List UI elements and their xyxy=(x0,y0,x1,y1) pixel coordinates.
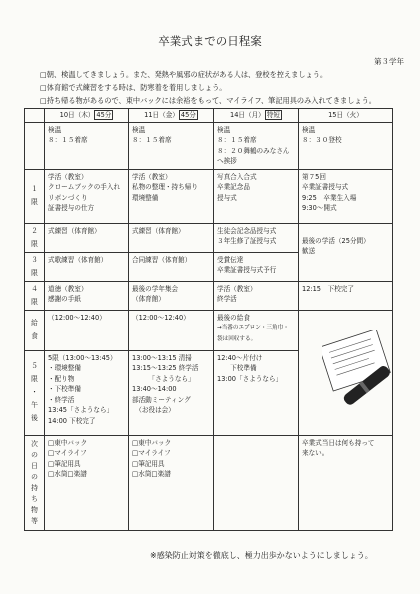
cell: 最後の給食 →当番のエプロン・三角巾・ 袋は回収する。 xyxy=(214,310,299,350)
note-item: □体育館で式練習をする時は、防寒着を着用しましょう。 xyxy=(40,83,227,93)
schedule-table xyxy=(24,108,393,531)
day-header: 15日（火） xyxy=(299,109,393,123)
row-label: ５ 限 ・ 午 後 xyxy=(25,350,45,435)
cell xyxy=(214,435,299,530)
diploma-scroll-illustration xyxy=(322,330,396,410)
row-next-day-items xyxy=(25,435,393,530)
cell: 合同練習（体育館） xyxy=(129,252,214,281)
note-item: □朝、検温してきましょう。また、発熱や風邪の症状がある人は、登校を控えましょう。 xyxy=(40,70,328,79)
row-label: 給 食 xyxy=(25,310,45,350)
cell: 学活（教室） クロームブックの手入れ リボンづくり 証書授与の仕方 xyxy=(45,169,129,223)
grade-label: 第３学年 xyxy=(374,57,404,66)
note-item: □持ち帰る物があるので、東中バックには余裕をもって、マイライフ、筆記用具のみ入れてきましょう。 xyxy=(40,96,376,106)
time-badge: 45分 xyxy=(96,111,112,119)
row-label: ２ 限 xyxy=(25,223,45,252)
cell: 卒業式当日は何も持って 来ない。 xyxy=(299,435,393,530)
row-label: １ 限 xyxy=(25,169,45,223)
row-kenon xyxy=(25,122,393,169)
cell: 検温 ８：１５着席 xyxy=(129,122,214,169)
cell: 式練習（体育館） xyxy=(129,223,214,252)
cell: 学活（教室） 終学活 xyxy=(214,281,299,310)
cell: 検温 ８：１５着席 ８：２０舞鶴のみなさん へ挨拶 xyxy=(214,122,299,169)
cell: 13:00～13:15 清掃 13:15～13:25 終学活 「さようなら」 13:40～14:00 部活動ミーティング （お役は会） xyxy=(129,350,214,435)
cell: 最後の学活（25分間） 歓送 xyxy=(299,223,393,281)
time-badge: 45分 xyxy=(180,111,196,119)
day-header: 10日（木） 45分 xyxy=(45,109,129,123)
cell: □東中バック □マイライフ □筆記用具 □水筒□楽譜 xyxy=(129,435,214,530)
footer-note: ※感染防止対策を徹底し、極力出歩かないようにしましょう。 xyxy=(150,551,373,560)
cell: （12:00～12:40） xyxy=(129,310,214,350)
cell: 第７5回 卒業証書授与式 9:25 卒業生入場 9:30～開式 xyxy=(299,169,393,223)
cell: □東中バック □マイライフ □筆記用具 □水筒□楽譜 xyxy=(45,435,129,530)
cell: 5限（13:00～13:45） ・環境整備 ・配り物 ・下校準備 ・終学活 13:45「さようなら」 14:00 下校完了 xyxy=(45,350,129,435)
row-label: ４ 限 xyxy=(25,281,45,310)
page-title: 卒業式までの日程案 xyxy=(158,34,262,48)
cell: 生徒会記念品授与式 ３年生修了証授与式 xyxy=(214,223,299,252)
row-period-4 xyxy=(25,281,393,310)
row-label: 次 の 日 の 持 ち 物 等 xyxy=(25,435,45,530)
day-header: 11日（金） 45分 xyxy=(129,109,214,123)
cell: 12:40～片付け 下校準備 13:00「さようなら」 xyxy=(214,350,299,435)
cell: 道徳（教室） 感謝の手紙 xyxy=(45,281,129,310)
cell: 検温 ８：３０登校 xyxy=(299,122,393,169)
cell: 式歌練習（体育館） xyxy=(45,252,129,281)
cell: 式練習（体育館） xyxy=(45,223,129,252)
time-badge: 特短 xyxy=(266,111,280,119)
cell: 最後の学年集会 （体育館） xyxy=(129,281,214,310)
cell: （12:00～12:40） xyxy=(45,310,129,350)
row-period-2 xyxy=(25,223,393,252)
row-label: ３ 限 xyxy=(25,252,45,281)
header-row xyxy=(25,109,393,123)
cell: 受賞伝達 卒業証書授与式予行 xyxy=(214,252,299,281)
cell: 12:15 下校完了 xyxy=(299,281,393,310)
day-header: 14日（月） 特短 xyxy=(214,109,299,123)
cell: 検温 ８：１５着席 xyxy=(45,122,129,169)
notes-list xyxy=(40,68,376,108)
row-period-1 xyxy=(25,169,393,223)
cell: 学活（教室） 私物の整理・持ち帰り 環境整備 xyxy=(129,169,214,223)
cell: 写真合入合式 卒業記念品 授与式 xyxy=(214,169,299,223)
